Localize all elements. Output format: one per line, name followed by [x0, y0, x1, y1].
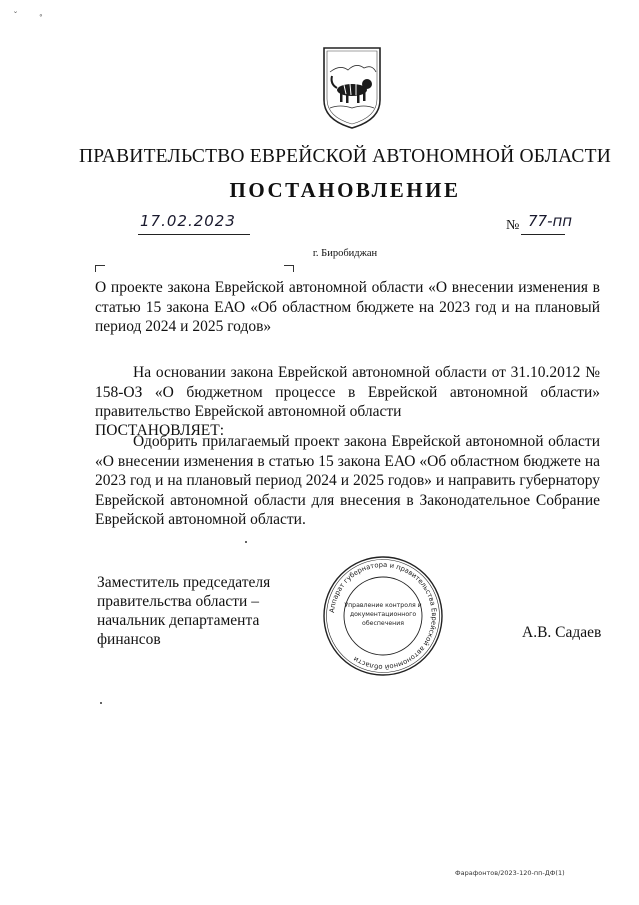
- number-underline: [521, 234, 565, 235]
- document-type: ПОСТАНОВЛЕНИЕ: [229, 178, 461, 202]
- government-title: ПРАВИТЕЛЬСТВО ЕВРЕЙСКОЙ АВТОНОМНОЙ ОБЛАСТИ: [78, 146, 612, 167]
- signer-position-line: правительства области –: [97, 593, 259, 610]
- scan-speck: [100, 702, 102, 704]
- subject-bracket-left: [95, 265, 105, 272]
- handwritten-date: 17.02.2023: [140, 212, 236, 230]
- signer-position-line: финансов: [97, 631, 161, 648]
- subject-bracket-right: [284, 265, 294, 272]
- scan-marks: ˘ ◦: [14, 10, 53, 20]
- signer-position-line: Заместитель председателя: [97, 574, 271, 591]
- signer-position-line: начальник департамента: [97, 612, 260, 629]
- document-footer-code: Фарафонтов/2023-120-пп-ДФ(1): [455, 869, 565, 877]
- number-label: №: [506, 218, 520, 233]
- decree-word: ПОСТАНОВЛЯЕТ:: [95, 422, 225, 439]
- seal-center-line: Управление контроля и: [344, 602, 422, 609]
- seal-center-line: обеспечения: [362, 620, 404, 627]
- legal-basis-paragraph: На основании закона Еврейской автономной области от 31.10.2012 № 158-ОЗ «О бюджетном процессе в Еврейской автономной области» правительство Еврейской автономной области: [95, 364, 600, 420]
- date-underline: [138, 234, 250, 235]
- document-subject: О проекте закона Еврейской автономной области «О внесении изменения в статью 15 закона ЕАО «Об областном бюджете на 2023 год и на плановый период 2024 и 2025 годов»: [95, 279, 600, 335]
- seal-ring-text: Аппарат губернатора и правительства Еврейской автономной области: [328, 560, 439, 672]
- scan-speck: [245, 541, 247, 543]
- signer-position: [97, 573, 270, 649]
- coat-of-arms-tiger-icon: [320, 44, 384, 130]
- operative-paragraph: Одобрить прилагаемый проект закона Еврейской автономной области «О внесении изменения в статью 15 закона ЕАО «Об областном бюджете на 2023 год и на плановый период 2024 и 2025 годов» и направить губернатору Еврейской автономной области для внесения в Законодательное Собрание Еврейской автономной области.: [95, 433, 600, 528]
- city: г. Биробиджан: [312, 248, 378, 259]
- handwritten-number: 77-пп: [528, 212, 573, 230]
- official-seal: [322, 555, 444, 677]
- seal-center-line: документационного: [349, 611, 417, 618]
- signer-name: А.В. Садаев: [522, 624, 602, 641]
